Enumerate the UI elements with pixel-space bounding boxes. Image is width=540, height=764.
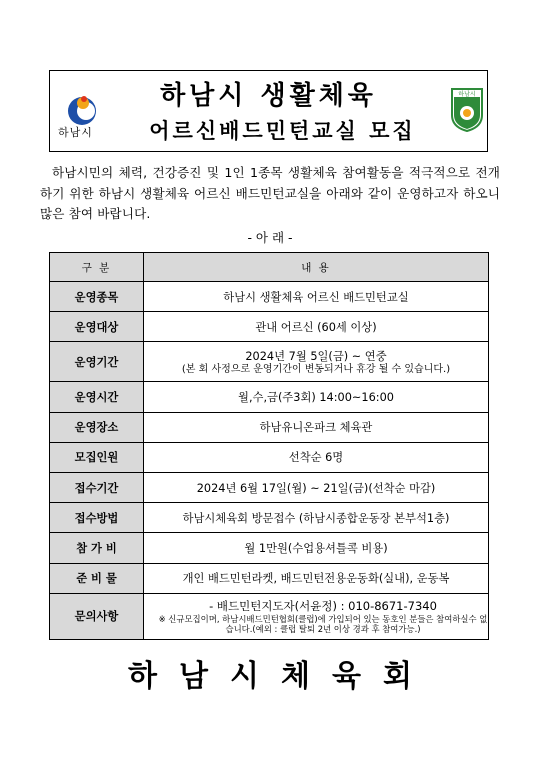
emblem-text: 하남시: [458, 91, 476, 98]
row-note: (본 회 사정으로 운영기간이 변동되거나 휴강 될 수 있습니다.): [181, 364, 451, 376]
intro-paragraph: 하남시민의 체력, 건강증진 및 1인 1종목 생활체육 참여활동을 적극적으로 전개하기 위한 하남시 생활체육 어르신 배드민턴교실을 아래와 같이 운영하고자 하오니 많은 참여 바랍니다.: [40, 165, 500, 221]
table-row: [50, 472, 489, 502]
row-value: 월 1만원(수업용셔틀콕 비용): [144, 533, 489, 563]
row-value: 월,수,금(주3회) 14:00~16:00: [144, 382, 489, 412]
logo-text: 하남시: [58, 126, 93, 139]
row-value: 하남유니온파크 체육관: [144, 412, 489, 442]
row-label: 운영장소: [50, 412, 144, 442]
ara-label: - 아 래 -: [247, 230, 293, 245]
row-label: 참 가 비: [50, 533, 144, 563]
table-row: [50, 442, 489, 472]
row-value: 2024년 6월 17일(월) ~ 21일(금)(선착순 마감): [144, 472, 489, 502]
row-label: 모집인원: [50, 442, 144, 472]
row-value: [144, 593, 489, 639]
row-value: 개인 배드민턴라켓, 배드민턴전용운동화(실내), 운동복: [144, 563, 489, 593]
row-value: 관내 어르신 (60세 이상): [144, 312, 489, 342]
row-value-main: 2024년 7월 5일(금) ~ 연중: [245, 350, 387, 364]
row-label: 운영기간: [50, 342, 144, 382]
footer-org-name: 하남시체육회: [128, 659, 434, 694]
header-box: [49, 70, 488, 152]
table-row: [50, 342, 489, 382]
table-row: [50, 382, 489, 412]
row-value: 하남시체육회 방문접수 (하남시종합운동장 본부석1층): [144, 503, 489, 533]
row-label: 운영시간: [50, 382, 144, 412]
table-row: [50, 503, 489, 533]
table-header-row: [50, 253, 489, 282]
table-row: [50, 593, 489, 639]
contact-line: - 배드민턴지도자(서윤정) : 010-8671-7340: [209, 599, 437, 614]
row-value: 하남시 생활체육 어르신 배드민턴교실: [144, 282, 489, 312]
emblem: [450, 87, 484, 133]
row-label: 접수기간: [50, 472, 144, 502]
table-row: [50, 563, 489, 593]
page-subtitle: 어르신배드민턴교실 모집: [149, 119, 416, 143]
header-content: 내 용: [144, 253, 489, 282]
info-table: [49, 252, 489, 640]
row-value: 선착순 6명: [144, 442, 489, 472]
row-label: 접수방법: [50, 503, 144, 533]
row-label: 운영종목: [50, 282, 144, 312]
row-value: [144, 342, 489, 382]
contact-note: ※ 신규모집이며, 하남시배드민턴협회(클럽)에 가입되어 있는 동호인 분들은 참여하실수 없습니다.(예외 : 클럽 탈퇴 2년 이상 경과 후 참여가능.): [158, 614, 488, 635]
table-row: [50, 412, 489, 442]
header-label: 구 분: [50, 253, 144, 282]
table-row: [50, 533, 489, 563]
table-row: [50, 312, 489, 342]
page-title: 하남시 생활체육: [160, 81, 377, 111]
row-label: 문의사항: [50, 593, 144, 639]
row-label: 운영대상: [50, 312, 144, 342]
row-label: 준 비 물: [50, 563, 144, 593]
table-row: [50, 282, 489, 312]
